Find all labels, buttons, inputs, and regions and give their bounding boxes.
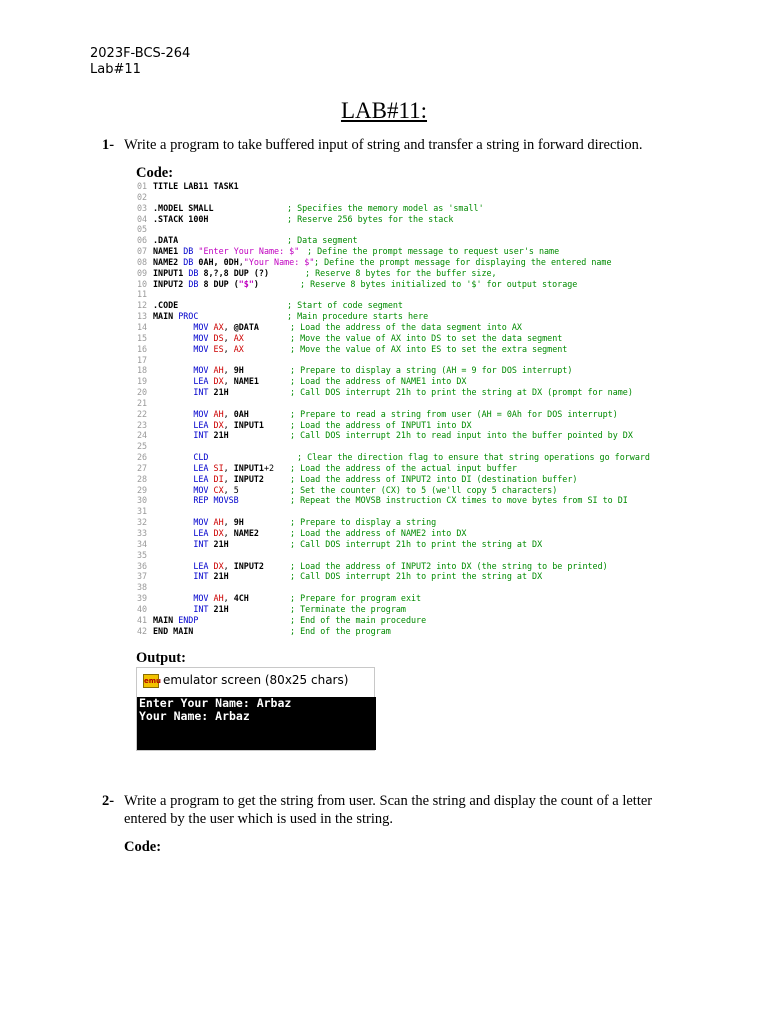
code-line bbox=[137, 311, 697, 322]
code-line bbox=[137, 344, 697, 355]
code-line bbox=[137, 181, 697, 192]
code-line bbox=[137, 279, 697, 290]
code-line bbox=[137, 192, 697, 203]
code-source: INT 21H bbox=[193, 430, 229, 441]
code-source: .CODE bbox=[153, 300, 179, 311]
line-number: 31 bbox=[137, 506, 148, 517]
question-1-text: Write a program to take buffered input of string and transfer a string in forward direction. bbox=[124, 137, 643, 153]
page-title: LAB#11: bbox=[340, 98, 428, 123]
code-comment: ; Load the address of NAME2 into DX bbox=[290, 528, 467, 538]
code-comment: ; Reserve 8 bytes initialized to '$' for output storage bbox=[300, 278, 578, 289]
code-line bbox=[137, 550, 697, 561]
line-number: 07 bbox=[137, 246, 148, 257]
code-line bbox=[137, 409, 697, 420]
code-comment: ; Load the address of INPUT2 into DI (destination buffer) bbox=[290, 473, 578, 484]
code-comment: ; Load the address of NAME1 into DX bbox=[290, 376, 467, 387]
question-1-number: 1- bbox=[102, 137, 115, 153]
code-source: MOV AX, @DATA bbox=[193, 321, 259, 332]
code-line bbox=[137, 528, 697, 539]
code-comment: ; Prepare for program exit bbox=[290, 593, 422, 604]
output-label: Output: bbox=[136, 650, 186, 666]
code-source: LEA SI, INPUT1+2 bbox=[193, 462, 275, 473]
line-number: 16 bbox=[137, 343, 148, 354]
code-line bbox=[137, 593, 697, 604]
code-source: MOV DS, AX bbox=[193, 332, 244, 343]
code-label-2: Code: bbox=[124, 839, 162, 855]
code-comment: ; Prepare to display a string bbox=[290, 517, 437, 528]
code-line bbox=[137, 604, 697, 615]
code-source: LEA DI, INPUT2 bbox=[193, 473, 264, 484]
line-number: 20 bbox=[137, 387, 148, 398]
code-line bbox=[137, 463, 697, 474]
code-line bbox=[137, 289, 697, 300]
code-comment: ; End of the program bbox=[290, 625, 391, 636]
emulator-titlebar bbox=[137, 668, 374, 695]
line-number: 03 bbox=[137, 202, 148, 213]
code-line bbox=[137, 268, 697, 279]
code-line bbox=[137, 452, 697, 463]
line-number: 14 bbox=[137, 321, 148, 332]
code-source: MOV AH, 9H bbox=[193, 517, 244, 528]
question-2-number: 2- bbox=[102, 793, 115, 809]
line-number: 42 bbox=[137, 625, 148, 636]
code-source: INPUT1 DB 8,?,8 DUP (?) bbox=[153, 267, 270, 278]
code-source: .STACK 100H bbox=[153, 213, 209, 224]
line-number: 26 bbox=[137, 452, 148, 463]
code-source: .DATA bbox=[153, 235, 179, 246]
code-comment: ; Load the address of INPUT1 into DX bbox=[290, 419, 472, 430]
student-id: 2023F-BCS-264 bbox=[90, 46, 191, 61]
line-number: 06 bbox=[137, 235, 148, 246]
code-line bbox=[137, 300, 697, 311]
code-source: NAME1 DB "Enter Your Name: $" bbox=[153, 246, 300, 257]
code-line bbox=[137, 355, 697, 366]
line-number: 05 bbox=[137, 224, 148, 235]
code-source: MOV ES, AX bbox=[193, 343, 244, 354]
line-number: 40 bbox=[137, 603, 148, 614]
line-number: 13 bbox=[137, 311, 148, 322]
code-line bbox=[137, 322, 697, 333]
code-source: LEA DX, INPUT2 bbox=[193, 560, 264, 571]
code-source: INPUT2 DB 8 DUP ("$") bbox=[153, 278, 259, 289]
emulator-screen bbox=[137, 697, 376, 750]
code-source: INT 21H bbox=[193, 387, 229, 398]
code-comment: ; Move the value of AX into DS to set the data segment bbox=[290, 332, 563, 343]
code-line bbox=[137, 420, 697, 431]
code-source: LEA DX, NAME1 bbox=[193, 376, 259, 387]
line-number: 01 bbox=[137, 181, 148, 191]
line-number: 32 bbox=[137, 517, 148, 528]
emulator-icon: emu bbox=[143, 674, 159, 688]
line-number: 30 bbox=[137, 495, 148, 506]
emulator-line-1: Enter Your Name: Arbaz bbox=[139, 696, 292, 710]
code-comment: ; Load the address of the actual input buffer bbox=[290, 462, 517, 473]
code-source: MAIN ENDP bbox=[153, 614, 199, 625]
code-line bbox=[137, 495, 697, 506]
line-number: 08 bbox=[137, 256, 148, 267]
code-comment: ; Main procedure starts here bbox=[287, 311, 429, 322]
code-source: .MODEL SMALL bbox=[153, 202, 214, 213]
code-line bbox=[137, 398, 697, 409]
line-number: 27 bbox=[137, 462, 148, 473]
code-source: REP MOVSB bbox=[193, 495, 239, 506]
code-comment: ; Define the prompt message for displaying the entered name bbox=[314, 256, 612, 267]
question-2 bbox=[102, 792, 702, 832]
line-number: 11 bbox=[137, 289, 148, 300]
line-number: 25 bbox=[137, 441, 148, 452]
code-comment: ; Terminate the program bbox=[290, 603, 406, 614]
code-line bbox=[137, 506, 697, 517]
code-line bbox=[137, 441, 697, 452]
code-source: NAME2 DB 0AH, 0DH,"Your Name: $" bbox=[153, 256, 315, 267]
line-number: 29 bbox=[137, 484, 148, 495]
code-line bbox=[137, 474, 697, 485]
line-number: 24 bbox=[137, 430, 148, 441]
code-source: END MAIN bbox=[153, 625, 194, 636]
code-comment: ; Repeat the MOVSB instruction CX times to move bytes from SI to DI bbox=[290, 495, 628, 506]
code-comment: ; Prepare to display a string (AH = 9 for DOS interrupt) bbox=[290, 365, 573, 376]
code-comment: ; Clear the direction flag to ensure that string operations go forward bbox=[297, 452, 650, 463]
line-number: 12 bbox=[137, 300, 148, 311]
code-line bbox=[137, 333, 697, 344]
line-number: 41 bbox=[137, 614, 148, 625]
code-line bbox=[137, 365, 697, 376]
lab-number: Lab#11 bbox=[90, 62, 141, 77]
line-number: 36 bbox=[137, 560, 148, 571]
code-line bbox=[137, 561, 697, 572]
code-comment: ; Prepare to read a string from user (AH = 0Ah for DOS interrupt) bbox=[290, 408, 618, 419]
code-source: LEA DX, INPUT1 bbox=[193, 419, 264, 430]
code-comment: ; Define the prompt message to request user's name bbox=[307, 246, 560, 257]
code-label-1: Code: bbox=[136, 165, 174, 181]
code-line bbox=[137, 626, 697, 637]
line-number: 18 bbox=[137, 365, 148, 376]
line-number: 23 bbox=[137, 419, 148, 430]
code-line bbox=[137, 376, 697, 387]
code-comment: ; Start of code segment bbox=[287, 300, 403, 311]
line-number: 28 bbox=[137, 473, 148, 484]
line-number: 04 bbox=[137, 213, 148, 224]
code-comment: ; Call DOS interrupt 21h to print the string at DX (prompt for name) bbox=[290, 387, 633, 398]
code-line bbox=[137, 571, 697, 582]
code-line bbox=[137, 485, 697, 496]
code-comment: ; Reserve 8 bytes for the buffer size, bbox=[305, 267, 497, 278]
code-comment: ; Call DOS interrupt 21h to print the string at DX bbox=[290, 571, 543, 582]
code-source: MAIN PROC bbox=[153, 311, 199, 322]
code-source: TITLE LAB11 TASK1 bbox=[153, 181, 239, 191]
code-line bbox=[137, 257, 697, 268]
line-number: 15 bbox=[137, 332, 148, 343]
code-line bbox=[137, 235, 697, 246]
code-comment: ; Load the address of the data segment into AX bbox=[290, 321, 522, 332]
code-source: CLD bbox=[193, 452, 209, 463]
code-line bbox=[137, 517, 697, 528]
code-comment: ; Move the value of AX into ES to set the extra segment bbox=[290, 343, 568, 354]
emulator-title: emulator screen (80x25 chars) bbox=[163, 673, 349, 687]
code-source: INT 21H bbox=[193, 571, 229, 582]
line-number: 10 bbox=[137, 278, 148, 289]
code-line bbox=[137, 224, 697, 235]
line-number: 19 bbox=[137, 376, 148, 387]
code-comment: ; Reserve 256 bytes for the stack bbox=[287, 213, 454, 224]
line-number: 09 bbox=[137, 267, 148, 278]
code-source: LEA DX, NAME2 bbox=[193, 528, 259, 538]
emulator-line-2: Your Name: Arbaz bbox=[139, 709, 250, 723]
emulator-window bbox=[136, 667, 375, 751]
code-listing bbox=[137, 181, 697, 636]
line-number: 02 bbox=[137, 191, 148, 202]
code-line bbox=[137, 246, 697, 257]
code-source: MOV AH, 0AH bbox=[193, 408, 249, 419]
line-number: 33 bbox=[137, 528, 148, 538]
code-comment: ; Data segment bbox=[287, 235, 358, 246]
line-number: 21 bbox=[137, 397, 148, 408]
code-line bbox=[137, 582, 697, 593]
code-line bbox=[137, 615, 697, 626]
code-comment: ; End of the main procedure bbox=[290, 614, 427, 625]
line-number: 35 bbox=[137, 549, 148, 560]
code-comment: ; Set the counter (CX) to 5 (we'll copy 5 characters) bbox=[290, 484, 558, 495]
line-number: 39 bbox=[137, 593, 148, 604]
code-line bbox=[137, 214, 697, 225]
code-line bbox=[137, 203, 697, 214]
question-1 bbox=[102, 136, 702, 156]
code-comment: ; Call DOS interrupt 21h to read input into the buffer pointed by DX bbox=[290, 430, 633, 441]
code-line bbox=[137, 387, 697, 398]
code-source: INT 21H bbox=[193, 603, 229, 614]
code-source: MOV AH, 4CH bbox=[193, 593, 249, 604]
code-comment: ; Load the address of INPUT2 into DX (the string to be printed) bbox=[290, 560, 608, 571]
code-source: INT 21H bbox=[193, 538, 229, 549]
code-source: MOV AH, 9H bbox=[193, 365, 244, 376]
line-number: 34 bbox=[137, 538, 148, 549]
line-number: 22 bbox=[137, 408, 148, 419]
document-header bbox=[90, 46, 190, 78]
code-line bbox=[137, 430, 697, 441]
line-number: 37 bbox=[137, 571, 148, 582]
code-comment: ; Specifies the memory model as 'small' bbox=[287, 202, 484, 213]
line-number: 38 bbox=[137, 582, 148, 593]
code-line bbox=[137, 539, 697, 550]
code-source: MOV CX, 5 bbox=[193, 484, 239, 495]
code-comment: ; Call DOS interrupt 21h to print the string at DX bbox=[290, 538, 543, 549]
line-number: 17 bbox=[137, 354, 148, 365]
question-2-text: Write a program to get the string from user. Scan the string and display the count of a letter entered by the user which is used in the string. bbox=[124, 793, 653, 827]
